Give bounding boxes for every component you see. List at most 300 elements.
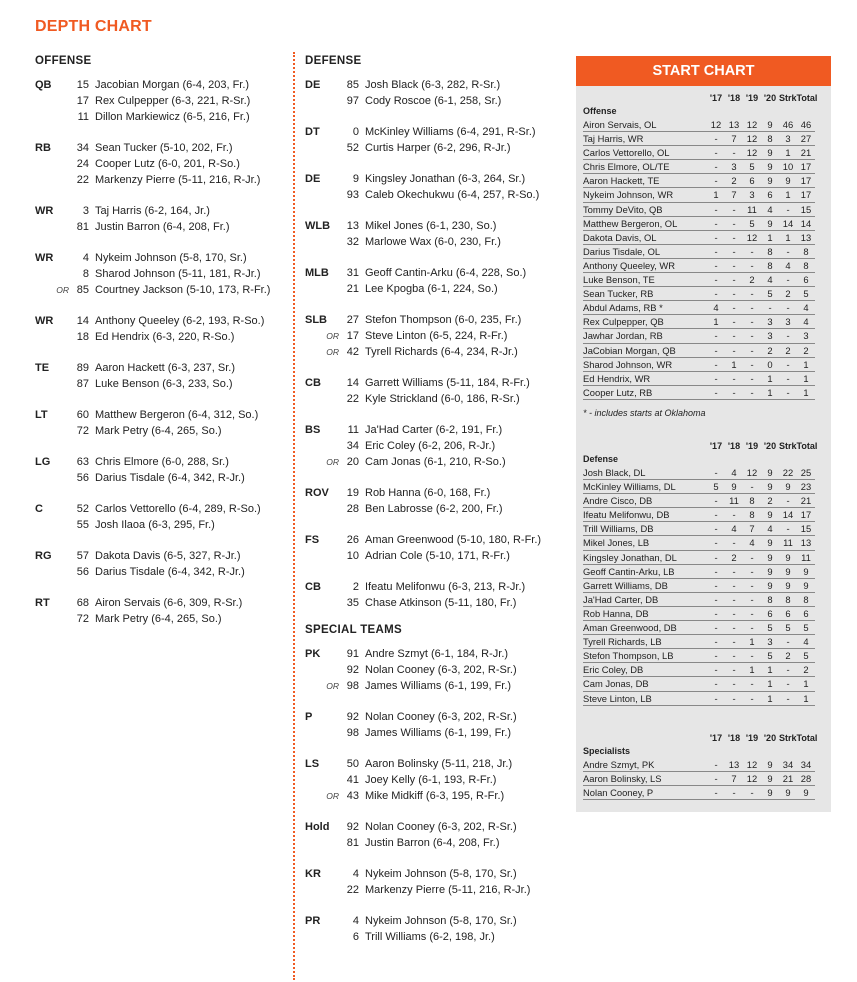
streak-value: 9 [785,787,791,799]
total-value: 13 [800,537,812,549]
position-label: WR [35,205,54,217]
streak-value: - [786,274,790,286]
player-name: Anthony Queeley (6-2, 193, R-So.) [95,315,265,327]
or-label [46,329,72,345]
jersey-number: 56 [76,566,89,578]
jersey-number: 28 [346,503,359,515]
position-group [305,485,570,517]
position-group [35,407,290,439]
player-name: Dakota Davis, OL [583,231,657,243]
start-chart-row [583,786,815,800]
season-starts: - [750,358,754,370]
total-value: 28 [800,773,812,785]
season-starts: 9 [767,217,773,229]
player-name: Ed Hendrix, WR [583,372,651,384]
streak-value: 46 [782,119,794,130]
or-label: OR [326,791,339,801]
player-name: Darius Tisdale (6-4, 342, R-Jr.) [95,472,245,484]
player-name: Mikel Jones (6-1, 230, So.) [365,220,497,232]
header-spacer [583,440,707,453]
player-row [305,312,570,328]
page-title: DEPTH CHART [35,18,152,35]
player-name: Aman Greenwood, DB [583,622,677,634]
or-label: OR [326,681,339,691]
column-header: StrkTotal [779,733,818,743]
total-value: 5 [803,650,809,662]
defense-list [305,77,570,611]
position-label: PR [305,915,321,927]
start-chart-row [583,160,815,174]
player-row [35,140,290,156]
column-header: '19 [745,733,759,743]
player-name: Aaron Hackett (6-3, 237, Sr.) [95,362,236,374]
or-label: OR [56,285,69,295]
column-header: '17 [709,441,723,451]
season-starts: - [750,551,754,563]
jersey-number: 97 [346,95,359,107]
player-name: Andre Cisco, DB [583,495,653,507]
total-value: 15 [800,523,812,535]
player-row [305,438,570,454]
season-starts: - [732,344,736,356]
player-name: Nolan Cooney (6-3, 202, R-Sr.) [365,664,517,676]
column-header: StrkTotal [779,93,818,103]
season-starts: - [750,579,754,591]
position-group [35,454,290,486]
season-starts: 8 [767,593,773,605]
player-name: Mark Petry (6-4, 265, So.) [95,613,222,625]
position-group [305,913,570,945]
streak-value: 22 [782,467,794,478]
jersey-number: 14 [76,315,89,327]
position-label: BS [305,424,321,436]
player-name: Garrett Williams, DB [583,579,668,591]
streak-value: - [786,358,790,370]
total-value: 6 [803,607,809,619]
position-label: CB [305,581,321,593]
total-value: 13 [800,231,812,243]
player-name: Justin Barron (6-4, 208, Fr.) [365,837,500,849]
player-row [35,454,290,470]
or-label [316,882,342,898]
position-group [35,203,290,235]
streak-value: 14 [782,509,794,521]
season-starts: 12 [746,133,758,145]
player-name: Matthew Bergeron, OL [583,217,678,229]
season-starts: - [714,161,718,173]
or-label [316,140,342,156]
season-starts: 5 [749,217,755,229]
player-name: Rob Hanna (6-0, 168, Fr.) [365,487,491,499]
season-starts: - [714,203,718,215]
position-label: TE [35,362,50,374]
player-row [35,564,290,580]
defense-heading: DEFENSE [305,55,362,67]
player-name: Ben Labrosse (6-2, 200, Fr.) [365,503,503,515]
season-starts: - [714,288,718,300]
player-name: Dillon Markiewicz (6-5, 216, Fr.) [95,111,250,123]
season-starts: - [732,579,736,591]
player-name: Nykeim Johnson (5-8, 170, Sr.) [365,915,517,927]
player-name: McKinley Williams (6-4, 291, R-Sr.) [365,126,536,138]
position-group [35,250,290,298]
season-starts: 8 [767,133,773,145]
season-starts: 3 [731,161,737,173]
position-group [305,866,570,898]
column-header: '20 [763,93,777,103]
season-starts: - [714,537,718,549]
start-chart-row [583,287,815,301]
player-row [305,265,570,281]
season-starts: - [732,787,736,799]
jersey-number: 92 [346,821,359,833]
start-chart-row [583,301,815,315]
season-starts: 1 [767,678,773,690]
player-name: Cam Jonas (6-1, 210, R-So.) [365,456,506,468]
jersey-number: 42 [346,346,359,358]
player-row [305,501,570,517]
player-row [35,172,290,188]
season-starts: - [714,231,718,243]
position-label: LT [35,409,48,421]
streak-value: 3 [785,133,791,145]
player-name: Matthew Bergeron (6-4, 312, So.) [95,409,259,421]
player-name: Sharod Johnson, WR [583,358,673,370]
player-row [35,109,290,125]
jersey-number: 14 [346,377,359,389]
player-name: Trill Williams, DB [583,523,654,535]
player-name: Josh Ilaoa (6-3, 295, Fr.) [95,519,215,531]
player-row [35,423,290,439]
season-starts: - [714,217,718,229]
season-starts: - [714,664,718,676]
column-header: '20 [763,733,777,743]
season-starts: 2 [749,274,755,286]
streak-value: 9 [785,175,791,187]
total-value: 9 [803,579,809,591]
season-starts: 12 [746,773,758,785]
jersey-number: 60 [76,409,89,421]
player-name: Geoff Cantin-Arku, LB [583,565,675,577]
section-name: Defense [583,454,619,464]
start-chart-row [583,146,815,160]
season-starts: 1 [731,358,737,370]
season-starts: - [732,316,736,328]
player-name: Markenzy Pierre (5-11, 216, R-Jr.) [365,884,531,896]
player-name: Curtis Harper (6-2, 296, R-Jr.) [365,142,511,154]
player-row [305,218,570,234]
jersey-number: 85 [346,79,359,91]
position-group [35,77,290,125]
player-name: Rex Culpepper, QB [583,316,664,328]
streak-value: 1 [785,147,791,159]
streak-value: 4 [785,259,791,271]
column-header-row [583,440,818,453]
player-name: Nykeim Johnson (5-8, 170, Sr.) [365,868,517,880]
season-starts: - [732,636,736,648]
start-chart-row [583,649,815,663]
season-starts: - [714,692,718,704]
season-starts: - [750,330,754,342]
season-starts: 1 [713,316,719,328]
total-value: 4 [803,316,809,328]
season-starts: - [714,787,718,799]
season-starts: 4 [749,537,755,549]
player-name: Airon Servais (6-6, 309, R-Sr.) [95,597,243,609]
jersey-number: 34 [76,142,89,154]
player-row [305,485,570,501]
total-value: 17 [800,161,812,173]
player-row [305,882,570,898]
start-chart-row [583,692,815,706]
position-label: DE [305,79,321,91]
player-row [305,709,570,725]
or-label [46,470,72,486]
player-name: Aaron Bolinsky (5-11, 218, Jr.) [365,758,513,770]
player-name: Chris Elmore (6-0, 288, Sr.) [95,456,229,468]
start-chart-row [583,132,815,146]
total-value: 4 [803,302,809,314]
total-value: 5 [803,622,809,634]
season-starts: - [714,579,718,591]
season-starts: 4 [713,302,719,314]
season-starts: - [732,622,736,634]
season-starts: - [714,565,718,577]
streak-value: - [786,203,790,215]
season-starts: 3 [767,330,773,342]
season-starts: - [714,607,718,619]
jersey-number: 4 [82,252,89,264]
jersey-number: 56 [76,472,89,484]
season-starts: - [750,245,754,257]
season-starts: 9 [767,161,773,173]
position-group [35,313,290,345]
start-chart-section [583,732,818,800]
jersey-number: 68 [76,597,89,609]
offense-heading: OFFENSE [35,55,92,67]
total-value: 15 [800,203,812,215]
season-starts: 2 [731,175,737,187]
start-chart-row [583,329,815,343]
jersey-number: 20 [346,456,359,468]
jersey-number: 43 [346,790,359,802]
streak-value: - [786,664,790,676]
season-starts: - [714,245,718,257]
player-row [305,548,570,564]
start-chart-row [583,358,815,372]
player-name: Cooper Lutz, RB [583,386,653,398]
player-row [35,282,290,298]
season-starts: - [714,330,718,342]
jersey-number: 72 [76,425,89,437]
season-starts: 1 [749,636,755,648]
or-label [316,93,342,109]
player-row [35,548,290,564]
total-value: 27 [800,133,812,145]
start-chart-row [583,579,815,593]
player-name: Markenzy Pierre (5-11, 216, R-Jr.) [95,174,261,186]
season-starts: 7 [749,523,755,535]
start-chart-row [583,551,815,565]
season-starts: 9 [767,467,773,478]
jersey-number: 85 [76,284,89,296]
season-starts: 2 [767,344,773,356]
start-chart-row [583,772,815,786]
start-chart-row [583,480,815,494]
player-name: Cam Jonas, DB [583,678,649,690]
streak-value: 9 [785,481,791,493]
total-value: 3 [803,330,809,342]
player-row [305,454,570,470]
start-chart-row [583,635,815,649]
season-starts: 5 [767,288,773,300]
season-starts: 3 [767,316,773,328]
jersey-number: 92 [346,664,359,676]
season-starts: 12 [746,147,758,159]
player-row [35,203,290,219]
season-starts: 12 [746,759,758,770]
start-chart-row [583,593,815,607]
player-row [305,328,570,344]
season-starts: 4 [767,203,773,215]
jersey-number: 24 [76,158,89,170]
total-value: 2 [803,664,809,676]
streak-value: 11 [783,537,793,549]
column-header: '19 [745,93,759,103]
player-name: Adrian Cole (5-10, 171, R-Fr.) [365,550,510,562]
section-name: Specialists [583,746,631,756]
jersey-number: 6 [352,931,359,943]
season-starts: - [732,259,736,271]
jersey-number: 91 [346,648,359,660]
season-starts: 1 [713,189,719,201]
start-chart-title: START CHART [576,56,831,86]
season-starts: 9 [767,175,773,187]
offense-list [35,77,290,627]
jersey-number: 18 [76,331,89,343]
season-starts: 9 [731,481,737,493]
player-name: Ed Hendrix (6-3, 220, R-So.) [95,331,235,343]
player-row [305,281,570,297]
streak-value: 3 [785,316,791,328]
player-name: Mark Petry (6-4, 265, So.) [95,425,222,437]
footnote: * - includes starts at Oklahoma [583,407,706,418]
season-starts: - [750,481,754,493]
start-chart-row [583,607,815,621]
total-value: 17 [800,175,812,187]
jersey-number: 31 [346,267,359,279]
season-starts: - [714,650,718,662]
player-name: Sharod Johnson (5-11, 181, R-Jr.) [95,268,261,280]
or-label [316,772,342,788]
season-starts: - [750,302,754,314]
player-name: Dakota Davis (6-5, 327, R-Jr.) [95,550,241,562]
total-value: 23 [800,481,812,493]
season-starts: - [732,217,736,229]
player-name: Taj Harris, WR [583,133,644,145]
player-name: Caleb Okechukwu (6-4, 257, R-So.) [365,189,540,201]
position-group [305,756,570,804]
jersey-number: 10 [346,550,359,562]
season-starts: 7 [731,133,737,145]
season-starts: 1 [767,386,773,398]
start-chart-row [583,118,815,132]
player-name: Eric Coley (6-2, 206, R-Jr.) [365,440,496,452]
streak-value: 2 [785,344,791,356]
season-starts: 8 [749,509,755,521]
jersey-number: 21 [346,283,359,295]
jersey-number: 26 [346,534,359,546]
streak-value: - [786,495,790,507]
total-value: 14 [800,217,812,229]
streak-value: 1 [785,189,791,201]
start-chart-row [583,217,815,231]
start-chart-row [583,188,815,202]
player-row [35,376,290,392]
start-chart-row [583,203,815,217]
player-name: Ifeatu Melifonwu (6-3, 213, R-Jr.) [365,581,526,593]
or-label [46,219,72,235]
jersey-number: 92 [346,711,359,723]
position-group [35,140,290,188]
streak-value: 8 [785,593,791,605]
player-row [35,329,290,345]
season-starts: - [714,622,718,634]
player-name: Tommy DeVito, QB [583,203,663,215]
start-chart-row [583,663,815,677]
start-chart-row [583,231,815,245]
player-row [35,313,290,329]
total-value: 5 [803,288,809,300]
streak-value: 9 [785,551,791,563]
player-name: Andre Szmyt, PK [583,759,655,770]
jersey-number: 15 [76,79,89,91]
player-name: Jacobian Morgan (6-4, 203, Fr.) [95,79,250,91]
player-row [305,866,570,882]
total-value: 11 [801,551,811,563]
total-value: 34 [800,759,812,770]
total-value: 9 [803,565,809,577]
player-name: Cody Roscoe (6-1, 258, Sr.) [365,95,502,107]
season-starts: 3 [767,636,773,648]
start-chart-row [583,174,815,188]
season-starts: 8 [767,259,773,271]
season-starts: - [714,386,718,398]
total-value: 46 [800,119,812,130]
player-row [305,579,570,595]
player-name: Luke Benson, TE [583,274,655,286]
season-starts: - [714,773,718,785]
player-row [305,819,570,835]
special-teams-heading: SPECIAL TEAMS [305,624,402,636]
jersey-number: 2 [352,581,359,593]
player-name: Rex Culpepper (6-3, 221, R-Sr.) [95,95,251,107]
start-chart-row [583,758,815,772]
or-label [46,109,72,125]
season-starts: - [750,344,754,356]
total-value: 8 [803,259,809,271]
position-label: C [35,503,43,515]
start-chart-row [583,536,815,550]
season-starts: - [714,759,718,770]
jersey-number: 3 [82,205,89,217]
player-row [305,234,570,250]
season-starts: 5 [767,650,773,662]
player-row [305,646,570,662]
jersey-number: 57 [76,550,89,562]
position-label: CB [305,377,321,389]
player-name: Rob Hanna, DB [583,607,649,619]
